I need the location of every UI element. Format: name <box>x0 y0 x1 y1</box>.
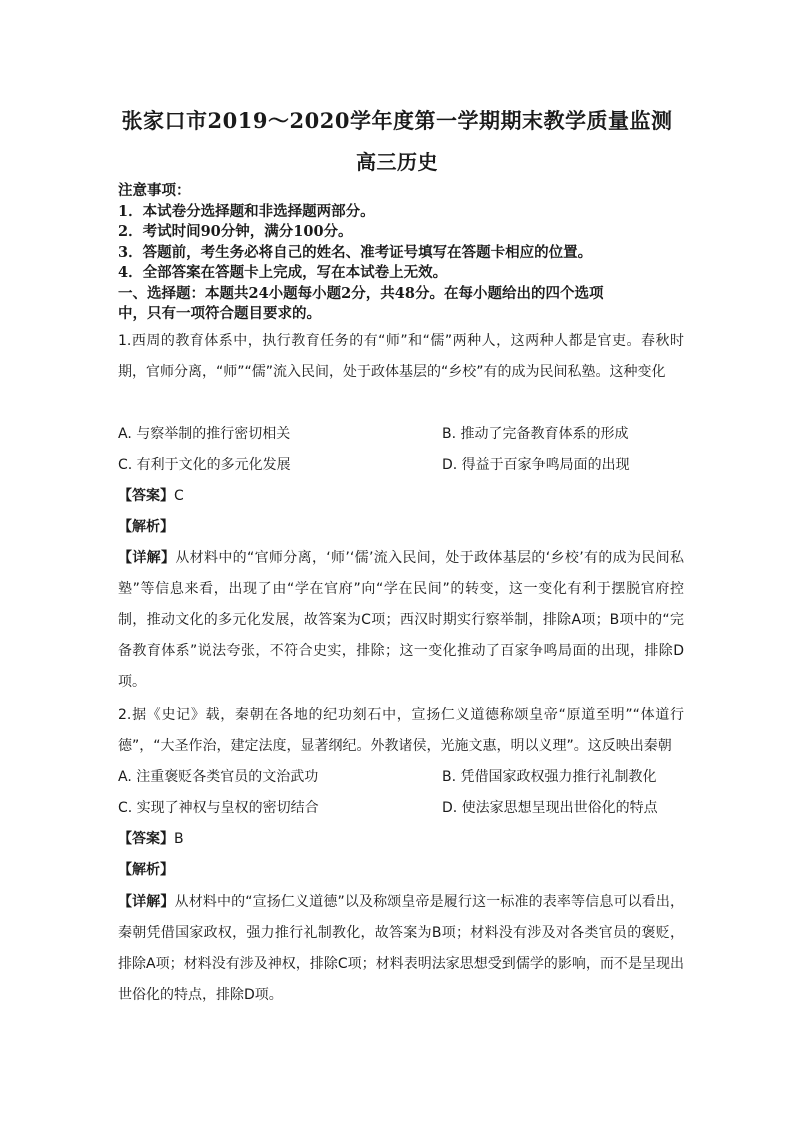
option-b: B. 凭借国家政权强力推行礼制教化 <box>442 769 657 785</box>
detail-text: 从材料中的“官师分离，‘师’‘儒’流入民间，处于政体基层的‘乡校’有的成为民间私塾”等信息来看，出现了由“学在官府”向“学在民间”的转变，这一变化有利于摆脱官府控制，推动文化的多元化发展，故答案为C项；西汉时期实行察举制，排除A项；B项中的“完备教育体系”说法夸张，不符合史实，排除；这一变化推动了百家争鸣局面的出现，排除D项。 <box>118 550 685 690</box>
answer-label: 【答案】 <box>118 831 174 847</box>
option-a: A. 与察举制的推行密切相关 <box>118 426 291 442</box>
option-d: D. 使法家思想呈现出世俗化的特点 <box>442 800 658 816</box>
document-title: 张家口市2019～2020学年度第一学期期末教学质量监测 <box>121 108 673 133</box>
answer-value: C <box>174 488 184 504</box>
question-1-analysis-label <box>118 512 174 543</box>
notes-item: 4．全部答案在答题卡上完成，写在本试卷上无效。 <box>118 264 448 281</box>
question-1-stem: 1.西周的教育体系中，执行教育任务的有“师”和“儒”两种人，这两种人都是官吏。春秋时期，官师分离，“师”“儒”流入民间，处于政体基层的“乡校”有的成为民间私塾。这种变化 <box>118 333 684 380</box>
detail-label: 【详解】 <box>118 550 176 566</box>
question-1-detail <box>118 543 684 698</box>
section-heading-line: 一、选择题：本题共24小题每小题2分，共48分。在每小题给出的四个选项 <box>118 284 604 302</box>
question-1-answer <box>118 481 184 512</box>
option-a: A. 注重褒贬各类官员的文治武功 <box>118 769 319 785</box>
question-2-stem: 2.据《史记》载，秦朝在各地的纪功刻石中，宣扬仁义道德称颂皇帝“原道至明”“体道行德”，“大圣作治，建定法度，显著纲纪。外教诸侯，光施文惠，明以义理”。这反映出秦朝 <box>118 707 684 754</box>
notes-item: 1．本试卷分选择题和非选择题两部分。 <box>118 202 375 220</box>
notes-item: 2．考试时间90分钟，满分100分。 <box>118 223 353 240</box>
question-1-options-row-2 <box>118 450 684 481</box>
document-subtitle: 高三历史 <box>356 150 438 174</box>
detail-label: 【详解】 <box>118 894 175 910</box>
question-2-detail <box>118 887 684 1011</box>
analysis-label: 【解析】 <box>118 519 174 535</box>
answer-value: B <box>174 831 184 847</box>
analysis-label: 【解析】 <box>118 862 174 878</box>
option-c: C. 有利于文化的多元化发展 <box>118 457 291 473</box>
question-2-analysis-label <box>118 855 174 886</box>
question-2-options-row-1 <box>118 762 684 793</box>
answer-label: 【答案】 <box>118 488 174 504</box>
section-heading-line: 中，只有一项符合题目要求的。 <box>118 305 321 322</box>
question-1-options-row-1 <box>118 419 684 450</box>
exam-notes <box>118 181 698 325</box>
option-d: D. 得益于百家争鸣局面的出现 <box>442 457 630 473</box>
detail-text: 从材料中的“宣扬仁义道德”以及称颂皇帝是履行这一标准的表率等信息可以看出，秦朝凭借国家政权，强力推行礼制教化，故答案为B项；材料没有涉及对各类官员的褒贬，排除A项；材料没有涉及神权，排除C项；材料表明法家思想受到儒学的影响，而不是呈现出世俗化的特点，排除D项。 <box>118 894 685 1003</box>
question-2-answer <box>118 824 184 855</box>
notes-heading: 注意事项： <box>118 182 191 199</box>
option-c: C. 实现了神权与皇权的密切结合 <box>118 800 319 816</box>
option-b: B. 推动了完备教育体系的形成 <box>442 426 629 442</box>
question-2-options-row-2 <box>118 793 684 824</box>
notes-item: 3．答题前，考生务必将自己的姓名、准考证号填写在答题卡相应的位置。 <box>118 243 593 261</box>
